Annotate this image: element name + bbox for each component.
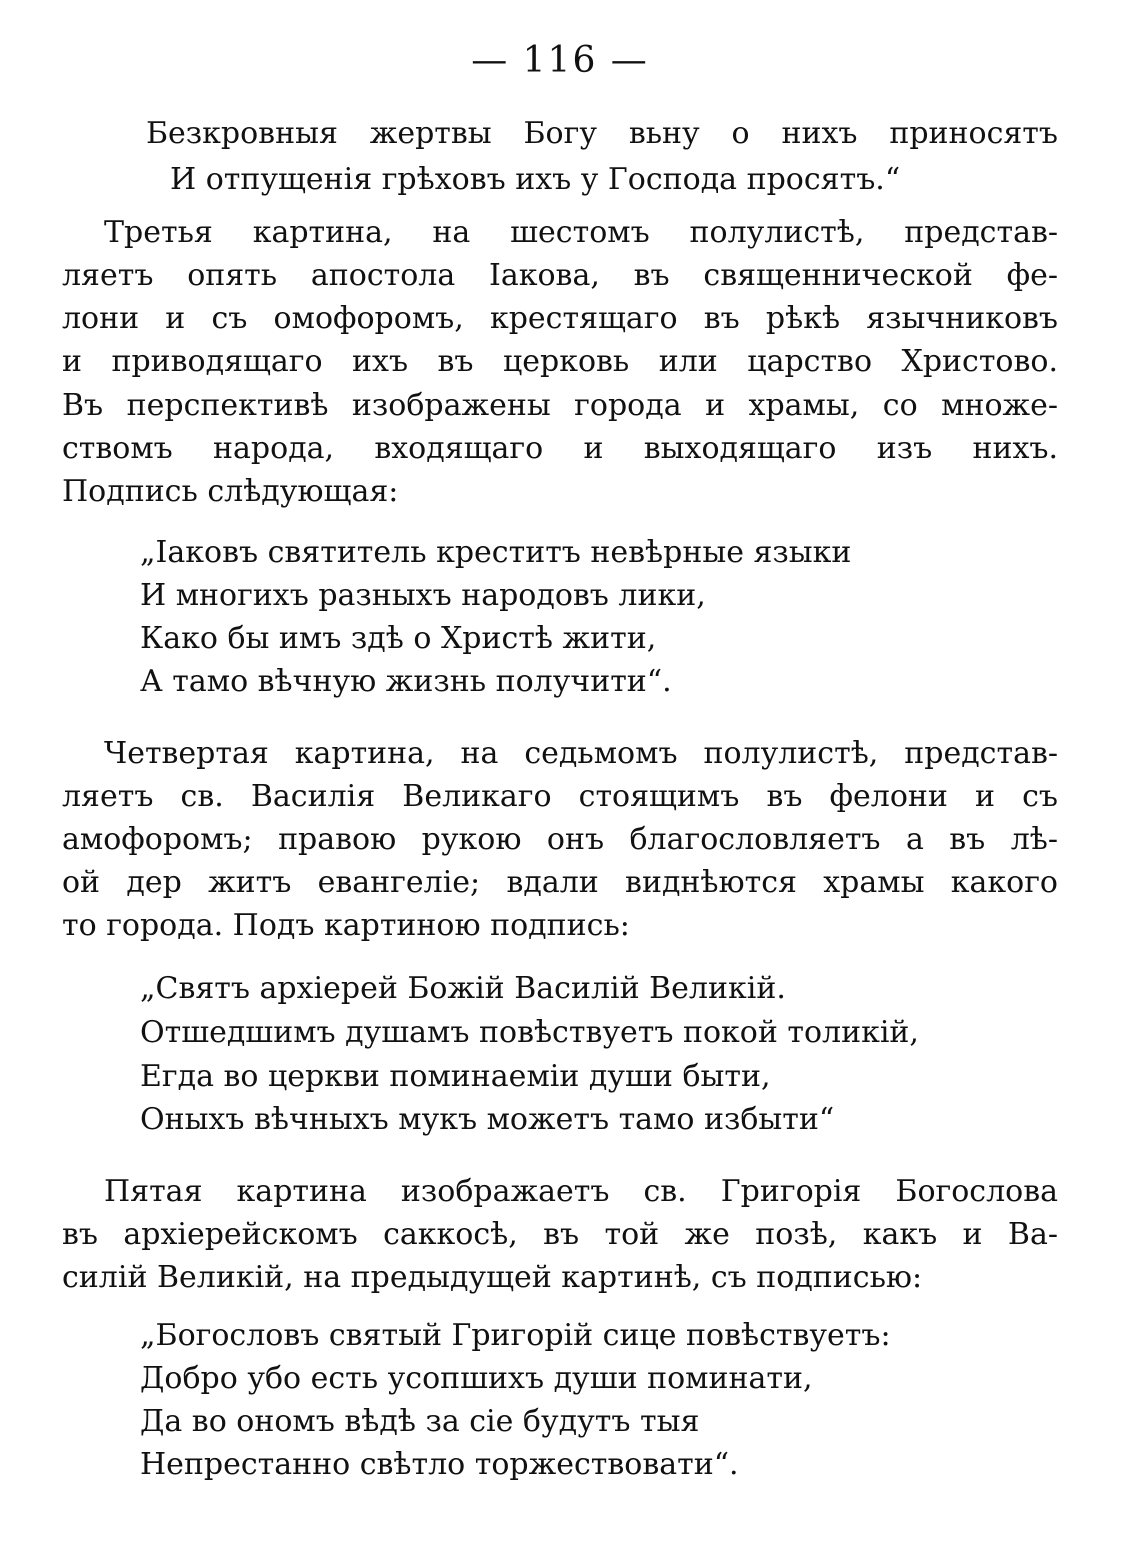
paragraph-3-line: силій Великій, на предыдущей картинѣ, съ подписью: xyxy=(62,1260,923,1295)
paragraph-2-line: то города. Подъ картиною подпись: xyxy=(62,908,630,943)
paragraph-1-line: лони и съ омофоромъ, крестящаго въ рѣкѣ язычниковъ xyxy=(62,301,1058,336)
opening-verse-line: И отпущенія грѣховъ ихъ у Господа просятъ.“ xyxy=(170,162,901,197)
paragraph-3-line: Пятая картина изображаетъ св. Григорія Богослова xyxy=(104,1174,1058,1209)
verse-3-line: Да во ономъ вѣдѣ за сіе будутъ тыя xyxy=(140,1404,700,1439)
paragraph-2-line: амофоромъ; правою рукою онъ благословляетъ а въ лѣ- xyxy=(62,822,1058,857)
verse-1-line: А тамо вѣчную жизнь получити“. xyxy=(140,664,672,699)
paragraph-3-line: въ архіерейскомъ саккосѣ, въ той же позѣ, какъ и Ва- xyxy=(62,1217,1058,1252)
verse-2-line: Отшедшимъ душамъ повѣствуетъ покой толикій, xyxy=(140,1015,919,1050)
paragraph-2-line: Четвертая картина, на седьмомъ полулистѣ, представ- xyxy=(104,736,1058,771)
verse-1-line: Како бы имъ здѣ о Христѣ жити, xyxy=(140,621,657,656)
page-number: — 116 — xyxy=(471,40,649,81)
paragraph-1-line: и приводящаго ихъ въ церковь или царство Христово. xyxy=(62,344,1058,379)
paragraph-2-line: ой дер житъ евангеліе; вдали виднѣются храмы какого xyxy=(62,865,1058,900)
paragraph-1-line: ляетъ опять апостола Іакова, въ священнической фе- xyxy=(62,258,1058,293)
verse-2-line: Оныхъ вѣчныхъ мукъ можетъ тамо избыти“ xyxy=(140,1102,835,1137)
paragraph-1-line: Подпись слѣдующая: xyxy=(62,474,399,509)
paragraph-1-line: ствомъ народа, входящаго и выходящаго изъ нихъ. xyxy=(62,431,1058,466)
verse-3-line: „Богословъ святый Григорій сице повѣствуетъ: xyxy=(140,1318,891,1353)
paragraph-1-line: Въ перспективѣ изображены города и храмы, со множе- xyxy=(62,388,1058,423)
verse-2-line: Егда во церкви поминаеміи души быти, xyxy=(140,1059,771,1094)
verse-3-line: Добро убо есть усопшихъ души поминати, xyxy=(140,1361,813,1396)
opening-verse-line: Безкровныя жертвы Богу вьну о нихъ приносятъ xyxy=(146,116,1058,151)
verse-1-line: И многихъ разныхъ народовъ лики, xyxy=(140,578,706,613)
verse-3-line: Непрестанно свѣтло торжествовати“. xyxy=(140,1447,739,1482)
verse-1-line: „Іаковъ святитель креститъ невѣрные языки xyxy=(140,535,852,570)
paragraph-2-line: ляетъ св. Василія Великаго стоящимъ въ фелони и съ xyxy=(62,779,1058,814)
verse-2-line: „Святъ архіерей Божій Василій Великій. xyxy=(140,971,786,1006)
paragraph-1-line: Третья картина, на шестомъ полулистѣ, представ- xyxy=(104,215,1058,250)
